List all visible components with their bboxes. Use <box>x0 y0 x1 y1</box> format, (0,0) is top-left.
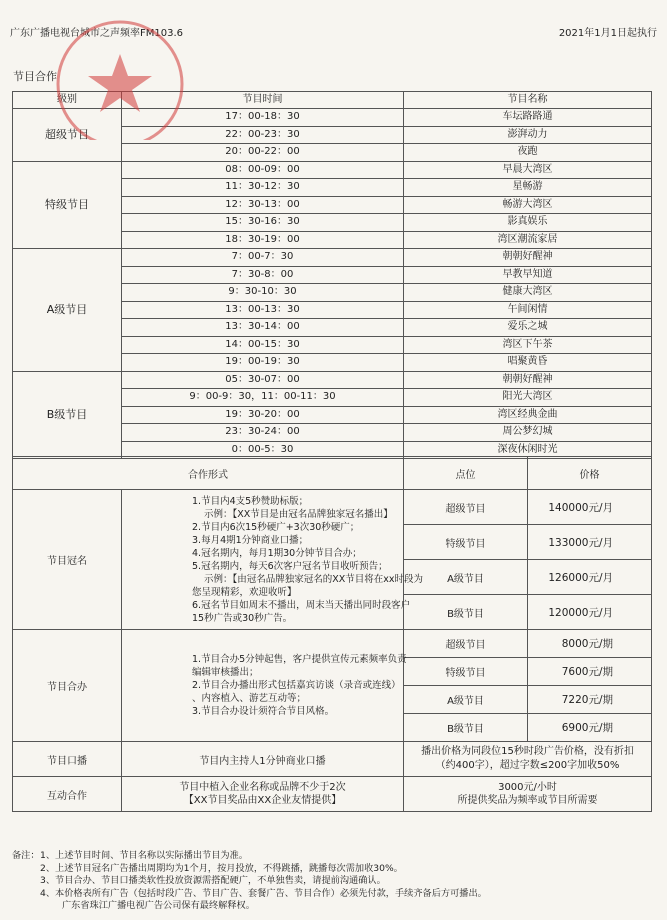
price-line: 播出价格为同段位15秒时段广告价格，没有折扣 <box>421 746 634 757</box>
program-time: 15：30-16：30 <box>122 214 404 232</box>
program-time: 20：00-22：00 <box>122 144 404 162</box>
description-line: 示例：【XX节目是由冠名品牌独家冠名播出】 <box>204 508 393 520</box>
section-title: 节目合作 <box>13 70 57 83</box>
program-name: 早教早知道 <box>404 266 652 284</box>
program-name: 爱乐之城 <box>404 319 652 337</box>
program-time: 12：30-13：00 <box>122 196 404 214</box>
program-name: 澎湃动力 <box>404 126 652 144</box>
description-line: 节目中植入企业名称或品牌不少于2次 <box>179 782 346 793</box>
notes-footer: 广东省珠江广播电视广告公司保有最终解释权。 <box>62 900 255 912</box>
price-value: 133000元/月 <box>528 525 652 560</box>
coop-type-label: 互动合作 <box>13 777 122 812</box>
note-item: 2、上述节目冠名广告播出周期均为1个月，按月投放，不得跳播，跳播每次需加收30%。 <box>40 862 403 874</box>
program-time: 22：00-23：30 <box>122 126 404 144</box>
level-cell: B级节目 <box>13 371 122 459</box>
program-time: 19：30-20：00 <box>122 406 404 424</box>
description-line: 1.节目内4支5秒赞助标版； <box>192 495 309 507</box>
program-name: 湾区潮流家居 <box>404 231 652 249</box>
schedule-header-cell: 节目名称 <box>404 92 652 109</box>
description-line: 4.冠名期内，每月1期30分钟节目合办； <box>192 547 362 559</box>
note-row <box>12 900 652 913</box>
description-line: 3.节目合办设计须符合节目风格。 <box>192 706 335 717</box>
program-time: 17：00-18：30 <box>122 109 404 127</box>
program-time: 23：30-24：00 <box>122 424 404 442</box>
program-time: 18：30-19：00 <box>122 231 404 249</box>
live-read-row <box>13 742 652 777</box>
schedule-header-cell: 节目时间 <box>122 92 404 109</box>
interactive-row <box>13 777 652 812</box>
price-value: 6900元/期 <box>528 714 652 742</box>
description-line: 您呈现精彩，欢迎收听】 <box>192 586 297 598</box>
description-line: 15秒广告或30秒广告。 <box>192 612 293 624</box>
coop-description <box>122 490 424 630</box>
level-position: 超级节目 <box>404 630 528 658</box>
price-line: 3000元/小时 <box>498 782 557 793</box>
note-row <box>12 888 652 901</box>
coop-header-cell: 价格 <box>528 457 652 490</box>
program-time: 9：30-10：30 <box>122 284 404 302</box>
price-value: 126000元/月 <box>528 560 652 595</box>
program-name: 夜跑 <box>404 144 652 162</box>
schedule-row <box>13 161 652 179</box>
note-row <box>12 850 652 863</box>
program-name: 星畅游 <box>404 179 652 197</box>
level-position: 超级节目 <box>404 490 528 525</box>
program-name: 周公梦幻城 <box>404 424 652 442</box>
program-time: 13：00-13：30 <box>122 301 404 319</box>
note-item: 4、本价格表所有广告（包括时段广告、节目广告、套餐广告、节目合作）必须先付款，手续齐备后方可播出。 <box>40 887 487 899</box>
level-position: A级节目 <box>404 560 528 595</box>
note-row <box>12 875 652 888</box>
interactive-price <box>404 777 652 812</box>
description-line: 2.节目内6次15秒硬广+3次30秒硬广； <box>192 521 360 533</box>
coop-header-cell: 点位 <box>404 457 528 490</box>
program-name: 朝朝好醒神 <box>404 249 652 267</box>
program-name: 畅游大湾区 <box>404 196 652 214</box>
program-time: 05：30-07：00 <box>122 371 404 389</box>
level-position: 特级节目 <box>404 658 528 686</box>
level-position: A级节目 <box>404 686 528 714</box>
price-value: 7600元/期 <box>528 658 652 686</box>
note-item: 1、上述节目时间、节目名称以实际播出节目为准。 <box>40 850 248 861</box>
level-position: B级节目 <box>404 595 528 630</box>
description-line: 5.冠名期内，每天6次客户冠名节目收听预告； <box>192 560 388 572</box>
note-row <box>12 863 652 876</box>
schedule-row <box>13 109 652 127</box>
level-position: 特级节目 <box>404 525 528 560</box>
coop-header-cell: 合作形式 <box>13 457 404 490</box>
level-position: B级节目 <box>404 714 528 742</box>
program-name: 健康大湾区 <box>404 284 652 302</box>
schedule-table <box>12 91 652 459</box>
coop-header-row <box>13 457 652 490</box>
coop-description <box>122 630 407 742</box>
notes <box>12 850 652 913</box>
program-name: 午间闲情 <box>404 301 652 319</box>
program-time: 11：30-12：30 <box>122 179 404 197</box>
coop-description <box>122 777 404 812</box>
program-time: 7：00-7：30 <box>122 249 404 267</box>
cooperation-table <box>12 456 652 812</box>
program-time: 0：00-5：30 <box>122 441 404 459</box>
schedule-row <box>13 371 652 389</box>
program-time: 08：00-09：00 <box>122 161 404 179</box>
live-read-price <box>404 742 652 777</box>
price-line: 所提供奖品为频率或节目所需要 <box>457 795 598 806</box>
program-time: 19：00-19：30 <box>122 354 404 372</box>
program-name: 朝朝好醒神 <box>404 371 652 389</box>
price-value: 8000元/期 <box>528 630 652 658</box>
price-row <box>13 490 652 525</box>
page-header <box>10 24 657 40</box>
price-value: 7220元/期 <box>528 686 652 714</box>
coop-type-label: 节目冠名 <box>13 490 122 630</box>
notes-label: 备注： <box>12 850 40 861</box>
description-line: 【XX节目奖品由XX企业友情提供】 <box>183 795 342 806</box>
description-line: 2.节目合办播出形式包括嘉宾访谈（录音或连线） <box>192 680 401 691</box>
program-name: 影真娱乐 <box>404 214 652 232</box>
price-row <box>13 630 652 658</box>
level-cell: A级节目 <box>13 249 122 372</box>
program-name: 湾区经典金曲 <box>404 406 652 424</box>
program-name: 湾区下午茶 <box>404 336 652 354</box>
description-line: 1.节目合办5分钟起售，客户提供宣传元素频率负责 <box>192 654 407 665</box>
program-name: 阳光大湾区 <box>404 389 652 407</box>
description-line: 6.冠名节目如周末不播出，周末当天播出同时段客户 <box>192 599 411 611</box>
description-line: 3.每月4期1分钟商业口播； <box>192 534 309 546</box>
coop-type-label: 节目合办 <box>13 630 122 742</box>
program-name: 车坛路路通 <box>404 109 652 127</box>
schedule-header-row <box>13 92 652 109</box>
coop-type-label: 节目口播 <box>13 742 122 777</box>
schedule-row <box>13 249 652 267</box>
coop-description: 节目内主持人1分钟商业口播 <box>122 742 404 777</box>
program-time: 13：30-14：00 <box>122 319 404 337</box>
note-item: 3、节目合办、节目口播类软性投放资源需搭配硬广，不单独售卖，请提前沟通确认。 <box>40 875 386 887</box>
program-time: 14：00-15：30 <box>122 336 404 354</box>
schedule-header-cell: 级别 <box>13 92 122 109</box>
description-line: 编辑审核播出； <box>192 667 259 678</box>
program-name: 唱聚黄昏 <box>404 354 652 372</box>
price-line: （约400字），超过字数≤200字加收50% <box>435 760 620 771</box>
description-line: 、内容植入、游艺互动等； <box>192 693 307 704</box>
description-line: 示例：【由冠名品牌独家冠名的XX节目将在xx时段为 <box>204 573 424 585</box>
price-value: 120000元/月 <box>528 595 652 630</box>
program-name: 深夜休闲时光 <box>404 441 652 459</box>
program-name: 早晨大湾区 <box>404 161 652 179</box>
program-time: 9：00-9：30，11：00-11：30 <box>122 389 404 407</box>
station-name: 广东广播电视台城市之声频率FM103.6 <box>10 28 184 39</box>
program-time: 7：30-8：00 <box>122 266 404 284</box>
level-cell: 特级节目 <box>13 161 122 249</box>
price-value: 140000元/月 <box>528 490 652 525</box>
effective-date: 2021年1月1日起执行 <box>558 28 657 39</box>
level-cell: 超级节目 <box>13 109 122 162</box>
